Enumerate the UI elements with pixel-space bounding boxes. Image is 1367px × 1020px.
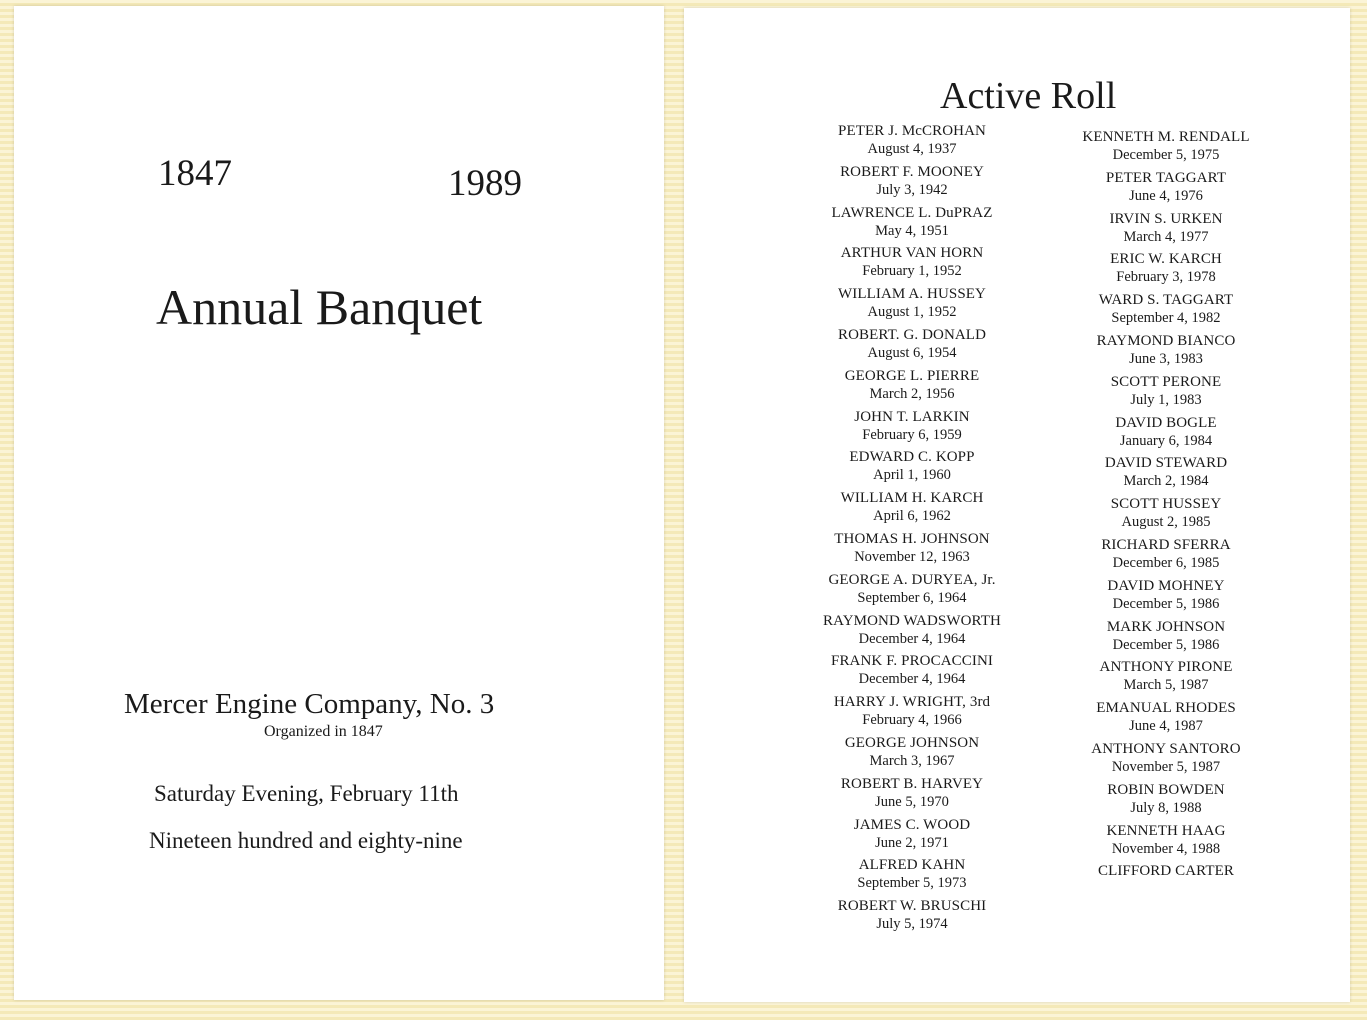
member-entry bbox=[782, 734, 1042, 775]
member-entry bbox=[1036, 250, 1296, 291]
member-name: LAWRENCE L. DuPRAZ bbox=[831, 204, 993, 221]
member-entry bbox=[782, 856, 1042, 897]
member-name: ROBERT. G. DONALD bbox=[837, 326, 987, 343]
member-name: ERIC W. KARCH bbox=[1110, 251, 1222, 268]
member-entry bbox=[1036, 373, 1296, 414]
member-join-date: December 4, 1964 bbox=[858, 671, 966, 688]
member-entry bbox=[782, 285, 1042, 326]
member-name: JOHN T. LARKIN bbox=[854, 408, 970, 425]
member-join-date: July 3, 1942 bbox=[876, 181, 948, 198]
member-entry bbox=[1036, 454, 1296, 495]
company-name: Mercer Engine Company, No. 3 bbox=[124, 688, 495, 720]
organized-line: Organized in 1847 bbox=[264, 723, 383, 740]
left-page bbox=[14, 6, 664, 1000]
member-join-date: December 5, 1986 bbox=[1112, 636, 1220, 653]
member-name: ANTHONY SANTORO bbox=[1091, 740, 1241, 757]
member-entry bbox=[782, 652, 1042, 693]
member-join-date: May 4, 1951 bbox=[875, 222, 949, 239]
member-name: GEORGE L. PIERRE bbox=[844, 367, 980, 384]
member-join-date: September 6, 1964 bbox=[857, 589, 967, 606]
member-entry bbox=[1036, 332, 1296, 373]
member-join-date: November 5, 1987 bbox=[1111, 758, 1221, 775]
member-entry bbox=[1036, 536, 1296, 577]
member-join-date: September 5, 1973 bbox=[857, 875, 967, 892]
member-entry bbox=[782, 571, 1042, 612]
member-entry bbox=[782, 408, 1042, 449]
member-name: WILLIAM H. KARCH bbox=[840, 490, 984, 507]
member-name: KENNETH M. RENDALL bbox=[1082, 129, 1250, 145]
page-title: Annual Banquet bbox=[156, 279, 483, 335]
member-name: RICHARD SFERRA bbox=[1101, 536, 1231, 553]
member-name: DAVID STEWARD bbox=[1104, 455, 1228, 472]
member-entry bbox=[782, 367, 1042, 408]
member-entry bbox=[1036, 699, 1296, 740]
member-join-date: November 12, 1963 bbox=[854, 548, 970, 565]
member-join-date: December 6, 1985 bbox=[1112, 554, 1220, 571]
member-join-date: December 4, 1964 bbox=[858, 630, 966, 647]
member-join-date: August 1, 1952 bbox=[867, 304, 957, 321]
current-year: 1989 bbox=[448, 163, 522, 204]
member-name: ROBERT B. HARVEY bbox=[840, 775, 984, 792]
roll-title: Active Roll bbox=[940, 75, 1117, 117]
member-join-date: December 5, 1986 bbox=[1112, 595, 1220, 612]
member-entry bbox=[1036, 577, 1296, 618]
member-join-date: July 1, 1983 bbox=[1130, 391, 1202, 408]
member-entry bbox=[782, 204, 1042, 245]
member-entry bbox=[1036, 618, 1296, 659]
member-name: RAYMOND BIANCO bbox=[1096, 332, 1236, 349]
member-entry bbox=[782, 448, 1042, 489]
member-join-date: February 3, 1978 bbox=[1116, 269, 1216, 286]
member-entry bbox=[782, 489, 1042, 530]
member-join-date: March 4, 1977 bbox=[1123, 228, 1209, 245]
member-name: IRVIN S. URKEN bbox=[1109, 210, 1223, 227]
member-name: HARRY J. WRIGHT, 3rd bbox=[833, 694, 991, 711]
member-entry bbox=[1036, 291, 1296, 332]
right-page bbox=[684, 8, 1350, 1002]
member-join-date: June 4, 1976 bbox=[1129, 187, 1203, 204]
member-name: WILLIAM A. HUSSEY bbox=[838, 286, 986, 303]
member-name: GEORGE A. DURYEA, Jr. bbox=[828, 571, 996, 588]
member-join-date: August 4, 1937 bbox=[867, 141, 957, 157]
member-name: GEORGE JOHNSON bbox=[844, 734, 980, 751]
member-join-date: April 6, 1962 bbox=[873, 508, 951, 525]
member-name: EDWARD C. KOPP bbox=[849, 449, 975, 466]
member-entry bbox=[782, 163, 1042, 204]
member-name: DAVID MOHNEY bbox=[1107, 577, 1225, 594]
event-date: Saturday Evening, February 11th bbox=[154, 781, 459, 806]
member-entry bbox=[1036, 414, 1296, 455]
member-join-date: June 5, 1970 bbox=[875, 793, 949, 810]
event-year: Nineteen hundred and eighty-nine bbox=[149, 828, 463, 853]
member-join-date: August 6, 1954 bbox=[867, 344, 957, 361]
member-name: ROBERT F. MOONEY bbox=[840, 163, 984, 180]
member-entry bbox=[1036, 740, 1296, 781]
member-name: EMANUAL RHODES bbox=[1096, 700, 1236, 717]
member-join-date: February 4, 1966 bbox=[862, 712, 962, 729]
member-entry bbox=[1036, 128, 1296, 169]
member-join-date: June 2, 1971 bbox=[875, 834, 949, 851]
founding-year: 1847 bbox=[158, 153, 232, 194]
member-entry bbox=[782, 244, 1042, 285]
member-entry bbox=[782, 693, 1042, 734]
member-name: ROBIN BOWDEN bbox=[1107, 781, 1225, 798]
roll-column-2 bbox=[1036, 128, 1296, 903]
member-name: WARD S. TAGGART bbox=[1098, 292, 1234, 309]
member-join-date: December 5, 1975 bbox=[1112, 147, 1220, 163]
member-name: SCOTT HUSSEY bbox=[1110, 496, 1222, 513]
member-entry bbox=[782, 530, 1042, 571]
member-entry bbox=[1036, 169, 1296, 210]
member-name: FRANK F. PROCACCINI bbox=[831, 653, 993, 670]
member-join-date: March 5, 1987 bbox=[1123, 677, 1209, 694]
member-join-date: April 1, 1960 bbox=[873, 467, 951, 484]
member-entry bbox=[782, 122, 1042, 163]
member-entry bbox=[782, 775, 1042, 816]
member-name: MARK JOHNSON bbox=[1106, 618, 1226, 635]
member-name: THOMAS H. JOHNSON bbox=[834, 530, 990, 547]
member-name: DAVID BOGLE bbox=[1115, 414, 1217, 431]
member-name: ARTHUR VAN HORN bbox=[840, 245, 984, 262]
member-join-date: July 8, 1988 bbox=[1130, 799, 1202, 816]
member-entry bbox=[1036, 862, 1296, 903]
member-entry bbox=[782, 612, 1042, 653]
member-join-date: November 4, 1988 bbox=[1111, 840, 1221, 857]
member-entry bbox=[1036, 210, 1296, 251]
member-join-date: January 6, 1984 bbox=[1119, 432, 1213, 449]
member-name: PETER TAGGART bbox=[1105, 169, 1227, 186]
member-join-date: March 2, 1984 bbox=[1123, 473, 1209, 490]
member-entry bbox=[1036, 658, 1296, 699]
member-name: ANTHONY PIRONE bbox=[1099, 659, 1233, 676]
member-name: RAYMOND WADSWORTH bbox=[823, 612, 1001, 629]
member-entry bbox=[782, 326, 1042, 367]
member-join-date: September 4, 1982 bbox=[1111, 310, 1221, 327]
member-name: ALFRED KAHN bbox=[858, 857, 966, 874]
member-name: PETER J. McCROHAN bbox=[838, 123, 986, 139]
member-entry bbox=[782, 897, 1042, 938]
member-name: KENNETH HAAG bbox=[1106, 822, 1226, 839]
member-name: SCOTT PERONE bbox=[1110, 373, 1222, 390]
member-join-date: February 1, 1952 bbox=[862, 263, 962, 280]
member-entry bbox=[1036, 822, 1296, 863]
roll-column-1 bbox=[782, 122, 1042, 938]
member-join-date: March 3, 1967 bbox=[869, 752, 955, 769]
member-join-date: June 4, 1987 bbox=[1129, 718, 1203, 735]
member-join-date: March 2, 1956 bbox=[869, 385, 955, 402]
member-entry bbox=[782, 816, 1042, 857]
member-join-date: February 6, 1959 bbox=[862, 426, 962, 443]
member-entry bbox=[1036, 781, 1296, 822]
member-name: JAMES C. WOOD bbox=[853, 816, 971, 833]
member-join-date: June 3, 1983 bbox=[1129, 350, 1203, 367]
member-name: CLIFFORD CARTER bbox=[1097, 863, 1235, 880]
member-name: ROBERT W. BRUSCHI bbox=[837, 898, 987, 915]
member-entry bbox=[1036, 495, 1296, 536]
member-join-date: August 2, 1985 bbox=[1121, 514, 1211, 531]
member-join-date: July 5, 1974 bbox=[876, 916, 948, 933]
